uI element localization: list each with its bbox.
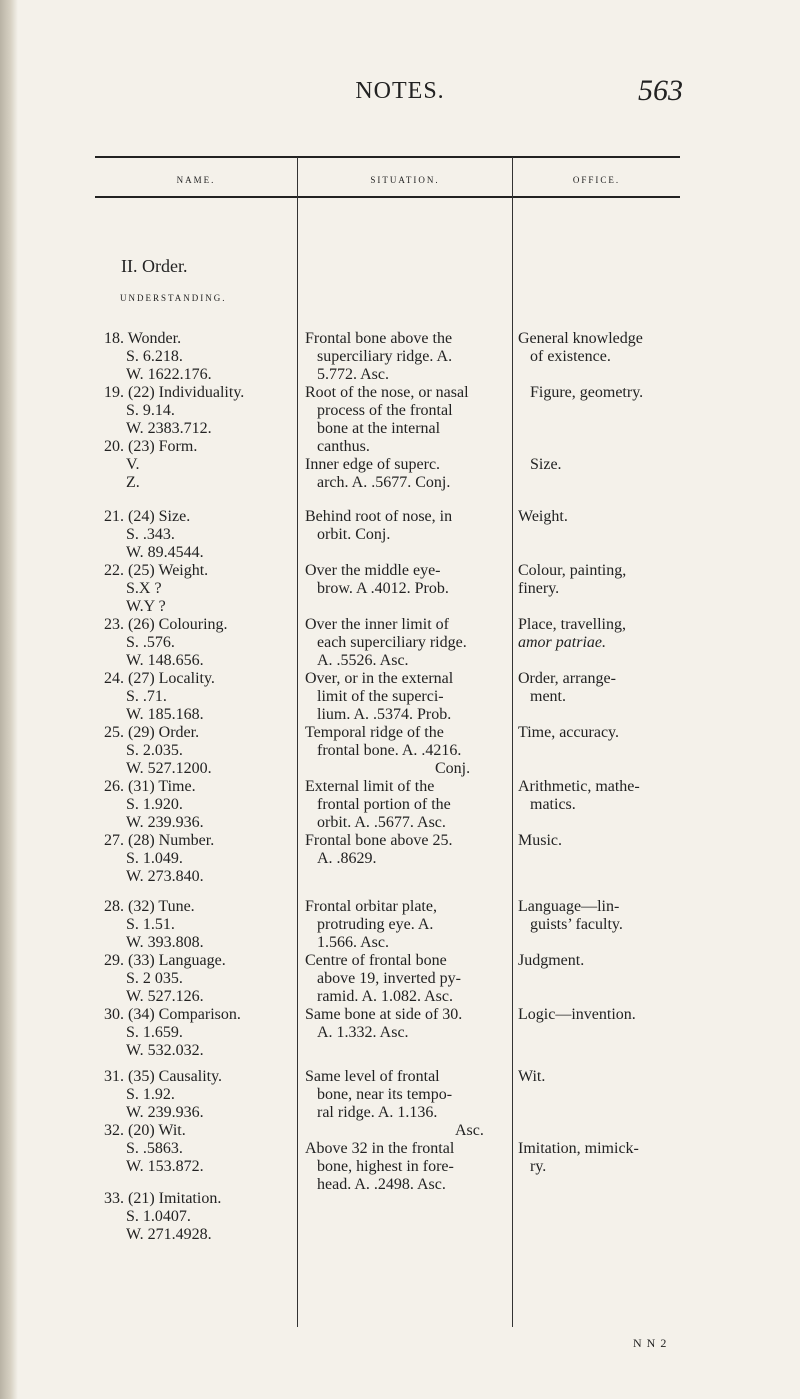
office-entry: Music. <box>518 832 562 849</box>
name-entry: 22. (25) Weight. S.X ? W.Y ? <box>104 562 209 615</box>
situation-entry: Temporal ridge of the frontal bone. A. .4216. Conj. <box>305 724 471 777</box>
column-header-situation: SITUATION. <box>370 175 440 185</box>
running-head: NOTES. <box>355 78 445 104</box>
name-entry: 25. (29) Order. S. 2.035. W. 527.1200. <box>104 724 212 777</box>
column-divider-1 <box>297 157 298 1327</box>
situation-entry: Same bone at side of 30. A. 1.332. Asc. <box>305 1006 463 1041</box>
name-entry: 21. (24) Size. S. .343. W. 89.4544. <box>104 508 204 561</box>
office-entry: Colour, painting, finery. <box>518 562 627 597</box>
name-entry: 31. (35) Causality. S. 1.92. W. 239.936. <box>104 1068 223 1121</box>
office-entry: Imitation, mimick- ry. <box>518 1140 639 1175</box>
signature-mark: N N 2 <box>633 1336 668 1350</box>
office-entry: Figure, geometry. <box>530 384 644 401</box>
column-divider-2 <box>512 157 513 1327</box>
office-entry: Judgment. <box>518 952 585 969</box>
office-entry: Size. <box>530 456 562 473</box>
name-entry: 20. (23) Form. V. Z. <box>104 438 198 491</box>
name-entry: 30. (34) Comparison. S. 1.659. W. 532.032. <box>104 1006 241 1059</box>
office-entry: Language—lin- guists’ faculty. <box>518 898 623 933</box>
situation-entry: Behind root of nose, in orbit. Conj. <box>305 508 453 543</box>
situation-entry: Centre of frontal bone above 19, inverted py- ramid. A. 1.082. Asc. <box>305 952 461 1005</box>
name-entry: 24. (27) Locality. S. .71. W. 185.168. <box>104 670 215 723</box>
table-header-rule <box>95 196 680 198</box>
situation-entry: Frontal orbitar plate, protruding eye. A. 1.566. Asc. <box>305 898 437 951</box>
situation-entry: Over the middle eye- brow. A .4012. Prob. <box>305 562 449 597</box>
office-entry: Wit. <box>518 1068 546 1085</box>
name-entry: 33. (21) Imitation. S. 1.0407. W. 271.4928. <box>104 1190 222 1243</box>
page-binding-edge <box>0 0 18 1399</box>
name-entry: 27. (28) Number. S. 1.049. W. 273.840. <box>104 832 215 885</box>
situation-entry: Over the inner limit of each superciliary ridge. A. .5526. Asc. <box>305 616 467 669</box>
table-top-rule <box>95 156 680 158</box>
situation-entry: Over, or in the external limit of the superci- lium. A. .5374. Prob. <box>305 670 454 723</box>
office-entry: Time, accuracy. <box>518 724 619 741</box>
name-entry: 19. (22) Individuality. S. 9.14. W. 2383.712. <box>104 384 245 437</box>
section-title: II. Order. <box>121 256 188 276</box>
office-entry: Order, arrange- ment. <box>518 670 616 705</box>
office-entry: Arithmetic, mathe- matics. <box>518 778 640 813</box>
section-subtitle: UNDERSTANDING. <box>120 293 227 303</box>
office-entry: General knowledge of existence. <box>518 330 643 365</box>
office-entry: Weight. <box>518 508 568 525</box>
name-entry: 29. (33) Language. S. 2 035. W. 527.126. <box>104 952 226 1005</box>
name-entry: 32. (20) Wit. S. .5863. W. 153.872. <box>104 1122 204 1175</box>
office-entry: Logic—invention. <box>518 1006 636 1023</box>
situation-entry: External limit of the frontal portion of the orbit. A. .5677. Asc. <box>305 778 451 831</box>
situation-entry: Frontal bone above 25. A. .8629. <box>305 832 453 867</box>
name-entry: 26. (31) Time. S. 1.920. W. 239.936. <box>104 778 204 831</box>
situation-entry: Root of the nose, or nasal process of the frontal bone at the internal canthus. <box>305 384 469 455</box>
name-entry: 28. (32) Tune. S. 1.51. W. 393.808. <box>104 898 204 951</box>
name-entry: 23. (26) Colouring. S. .576. W. 148.656. <box>104 616 228 669</box>
situation-entry: Above 32 in the frontal bone, highest in fore- head. A. .2498. Asc. <box>305 1140 455 1193</box>
column-header-office: OFFICE. <box>572 175 621 185</box>
situation-entry: Frontal bone above the superciliary ridge. A. 5.772. Asc. <box>305 330 453 383</box>
situation-entry: Inner edge of superc. arch. A. .5677. Conj. <box>305 456 451 491</box>
situation-entry: Same level of frontal bone, near its tempo- ral ridge. A. 1.136. Asc. <box>305 1068 484 1139</box>
name-entry: 18. Wonder. S. 6.218. W. 1622.176. <box>104 330 212 383</box>
column-header-name: NAME. <box>176 175 216 185</box>
page-number: 563 <box>638 74 683 107</box>
office-entry: Place, travelling, amor patriae. <box>518 616 626 651</box>
